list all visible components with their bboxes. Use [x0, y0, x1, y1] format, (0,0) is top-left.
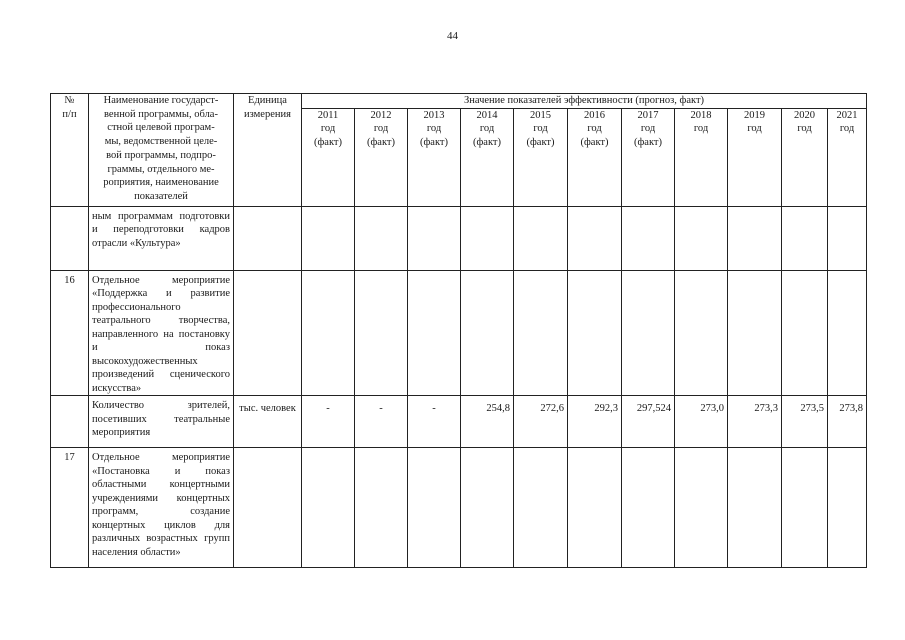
row-value-2021: 273,8 [828, 396, 867, 448]
row-name: Количество зрителей, посетивших театральные мероприятия [89, 396, 234, 448]
header-year-2019 [728, 108, 782, 206]
header-year-2014 [461, 108, 514, 206]
indicators-table [50, 93, 867, 568]
row-value-2019: 273,3 [728, 396, 782, 448]
header-year-label: год [839, 123, 855, 134]
table-row [51, 448, 867, 568]
header-values: Значение показателей эффективности (прогноз, факт) [302, 94, 867, 109]
row-number: 16 [51, 270, 89, 396]
row-value-2012 [355, 270, 408, 396]
header-year-year: 2021 [836, 109, 858, 121]
row-unit [234, 206, 302, 270]
header-year-year: 2015 [530, 109, 551, 121]
header-row-number: № п/п [51, 94, 89, 207]
row-value-2014 [461, 448, 514, 568]
header-year-2016 [568, 108, 622, 206]
header-year-year: 2017 [637, 109, 659, 121]
row-value-2014: 254,8 [461, 396, 514, 448]
row-value-2018 [675, 206, 728, 270]
row-value-2011 [302, 206, 355, 270]
row-value-2015 [514, 448, 568, 568]
header-year-2015 [514, 108, 568, 206]
row-value-2019 [728, 206, 782, 270]
header-year-year: 2020 [794, 109, 815, 121]
row-value-2013 [408, 206, 461, 270]
row-value-2013 [408, 270, 461, 396]
row-unit [234, 270, 302, 396]
header-year-label: год [797, 123, 812, 134]
header-year-note: (факт) [472, 136, 501, 148]
header-year-label: год [533, 123, 548, 134]
header-year-2017 [622, 108, 675, 206]
table-row [51, 206, 867, 270]
row-value-2020 [782, 270, 828, 396]
table-row [51, 396, 867, 448]
row-value-2015 [514, 270, 568, 396]
row-value-2011 [302, 270, 355, 396]
row-value-2016 [568, 206, 622, 270]
header-year-note: (факт) [633, 136, 662, 148]
header-year-note: (факт) [313, 136, 342, 148]
header-year-year: 2018 [690, 109, 712, 121]
row-value-2016 [568, 270, 622, 396]
row-value-2018: 273,0 [675, 396, 728, 448]
row-name: Отдельное мероприятие «Поддержка и развитие профессионального театрального творчества, направленного на постановку и показ высокохудожественных произведений сценического искусства» [89, 270, 234, 396]
header-year-label: год [640, 123, 656, 134]
header-year-year: 2019 [744, 109, 765, 121]
row-value-2019 [728, 270, 782, 396]
row-name: ным программам подготовки и переподготовки кадров отрасли «Культура» [89, 206, 234, 270]
header-year-2020 [782, 108, 828, 206]
header-year-label: год [373, 123, 389, 134]
row-number [51, 206, 89, 270]
row-number: 17 [51, 448, 89, 568]
header-year-2021 [828, 108, 867, 206]
row-value-2021 [828, 270, 867, 396]
header-unit: Единица измерения [234, 94, 302, 207]
header-year-label: год [426, 123, 442, 134]
row-value-2021 [828, 448, 867, 568]
row-value-2014 [461, 206, 514, 270]
row-value-2017 [622, 448, 675, 568]
page-number: 44 [447, 30, 458, 42]
row-value-2016: 292,3 [568, 396, 622, 448]
row-value-2017: 297,524 [622, 396, 675, 448]
row-value-2018 [675, 270, 728, 396]
row-value-2011: - [302, 396, 355, 448]
header-year-2018 [675, 108, 728, 206]
row-value-2020: 273,5 [782, 396, 828, 448]
row-name: Отдельное мероприятие «Постановка и показ областными концертными учреждениями концертных программ, создание концертных циклов для различных возрастных групп населения области» [89, 448, 234, 568]
row-value-2017 [622, 206, 675, 270]
header-year-label: год [747, 123, 762, 134]
row-value-2018 [675, 448, 728, 568]
row-value-2011 [302, 448, 355, 568]
header-year-label: год [320, 123, 336, 134]
header-year-year: 2011 [317, 109, 339, 121]
header-year-2011 [302, 108, 355, 206]
header-year-label: год [587, 123, 602, 134]
row-unit [234, 448, 302, 568]
header-name: Наименование государст- венной программы, обла- стной целевой програм- мы, ведомственной целе- вой программы, подпро- граммы, отдельного ме- роприятия, наименование показателей [89, 94, 234, 207]
row-value-2015: 272,6 [514, 396, 568, 448]
row-value-2012 [355, 206, 408, 270]
header-year-note: (факт) [419, 136, 448, 148]
header-year-2012 [355, 108, 408, 206]
row-value-2013: - [408, 396, 461, 448]
row-value-2012 [355, 448, 408, 568]
table-row [51, 270, 867, 396]
header-year-label: год [479, 123, 495, 134]
row-value-2012: - [355, 396, 408, 448]
header-year-year: 2016 [584, 109, 605, 121]
row-value-2020 [782, 448, 828, 568]
header-year-2013 [408, 108, 461, 206]
row-value-2020 [782, 206, 828, 270]
row-value-2013 [408, 448, 461, 568]
header-year-year: 2013 [423, 109, 445, 121]
header-year-note: (факт) [526, 136, 555, 148]
header-year-note: (факт) [580, 136, 609, 148]
row-value-2021 [828, 206, 867, 270]
header-year-year: 2012 [370, 109, 392, 121]
row-value-2017 [622, 270, 675, 396]
row-value-2019 [728, 448, 782, 568]
header-year-label: год [693, 123, 709, 134]
row-value-2016 [568, 448, 622, 568]
header-year-year: 2014 [476, 109, 498, 121]
header-year-note: (факт) [366, 136, 395, 148]
row-value-2014 [461, 270, 514, 396]
row-value-2015 [514, 206, 568, 270]
row-number [51, 396, 89, 448]
row-unit: тыс. человек [234, 396, 302, 448]
